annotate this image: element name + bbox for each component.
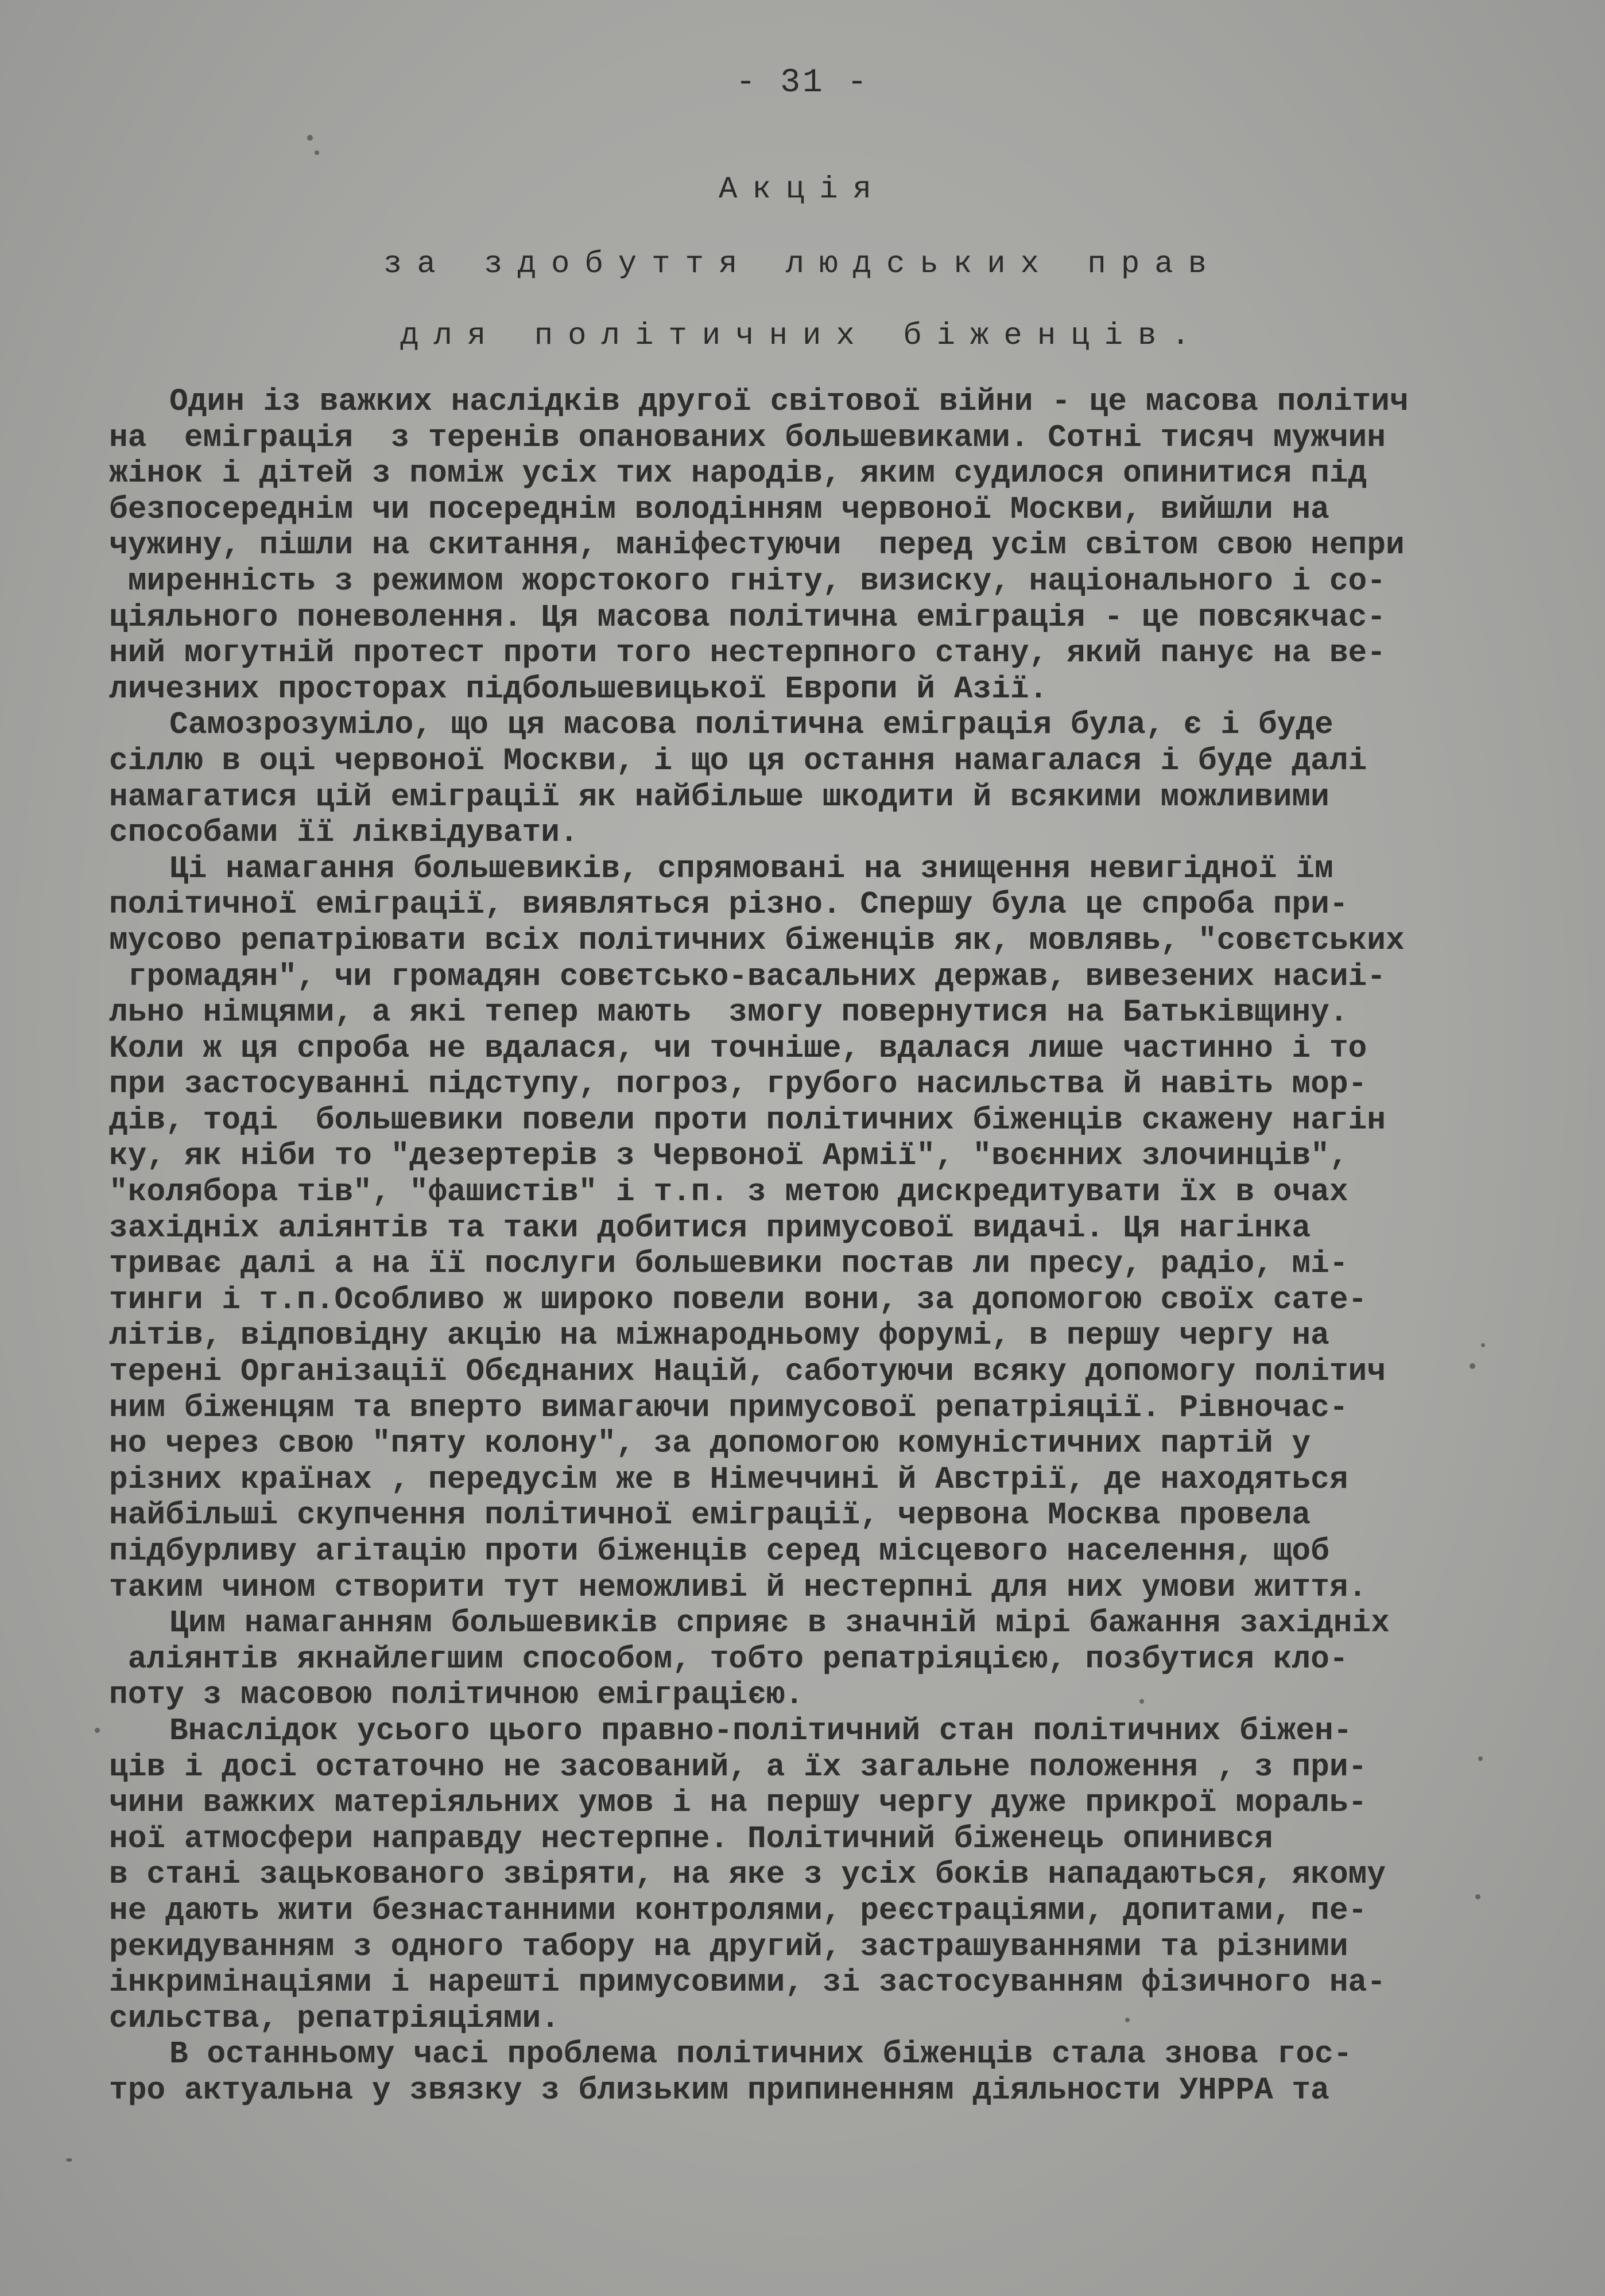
text-line: триває далі а на її послуги большевики постав ли пресу, радіо, мі-	[109, 1247, 1348, 1282]
text-line: намагатися цій еміграції як найбільше шкодити й всякими можливими	[109, 779, 1329, 815]
text-line: сіллю в оці червоної Москви, і що ця остання намагалася і буде далі	[109, 743, 1367, 779]
text-line: підбурливу агітацію проти біженців серед місцевого населення, щоб	[109, 1534, 1329, 1569]
text-line: політичної еміграції, виявляться різно. Спершу була це спроба при-	[109, 887, 1348, 923]
text-line: аліянтів якнайлегшим способом, тобто репатріяцією, позбутися кло-	[109, 1642, 1348, 1677]
paper-speck	[1125, 2018, 1130, 2022]
page-number: - 31 -	[735, 64, 870, 102]
text-line: чини важких матеріяльних умов і на першу чергу дуже прикрої мораль-	[109, 1786, 1367, 1821]
text-line: В останньому часі проблема політичних біженців стала знова гос-	[169, 2037, 1352, 2073]
text-line: на еміграція з теренів опанованих большевиками. Сотні тисяч мужчин	[109, 420, 1386, 456]
text-line: ної атмосфери направду нестерпне. Політичний біженець опинився	[109, 1821, 1273, 1857]
text-line: миренність з режимом жорстокого гніту, визиску, національного і со-	[109, 564, 1386, 599]
paper-speck	[66, 2158, 72, 2162]
paper-speck	[1481, 1343, 1485, 1347]
paper-speck	[307, 135, 313, 141]
text-line: льно німцями, а які тепер мають змогу повернутися на Батьківщину.	[109, 995, 1348, 1031]
paper-speck	[315, 150, 319, 155]
text-line: мусово репатріювати всіх політичних біженців як, мовлявь, "совєтських	[109, 923, 1405, 959]
text-line: громадян", чи громадян совєтсько-васальних держав, вивезених насиі-	[109, 959, 1386, 995]
paper-speck	[1478, 1756, 1483, 1761]
text-line: найбільші скупчення політичної еміграції, червона Москва провела	[109, 1498, 1311, 1534]
text-line: ців і досі остаточно не засований, а їх загальне положення , з при-	[109, 1750, 1367, 1785]
paper-speck	[1139, 1699, 1144, 1704]
text-line: терені Організації Обєднаних Націй, саботуючи всяку допомогу політич	[109, 1355, 1386, 1390]
text-line: Ці намагання большевиків, спрямовані на знищення невигідної їм	[169, 851, 1333, 887]
text-line: тинги і т.п.Особливо ж широко повели вони, за допомогою своїх сате-	[109, 1282, 1367, 1318]
text-line: ку, як ніби то "дезертерів з Червоної Армії", "воєнних злочинців",	[109, 1139, 1348, 1174]
text-line: способами її ліквідувати.	[109, 816, 579, 851]
text-line: ний могутній протест проти того нестерпного стану, який панує на ве-	[109, 636, 1386, 672]
text-line: інкримінаціями і нарешті примусовими, зі застосуванням фізичного на-	[109, 1965, 1386, 2001]
text-line: в стані зацькованого звіряти, на яке з усіх боків нападаються, якому	[109, 1857, 1386, 1893]
text-line: Один із важких наслідків другої світової війни - це масова політич	[169, 385, 1409, 420]
paper-speck	[95, 1728, 100, 1733]
title-line-1: Акція	[718, 172, 887, 207]
text-line: безпосереднім чи посереднім володінням червоної Москви, вийшли на	[109, 492, 1329, 528]
text-line: тро актуальна у звязку з близьким припиненням діяльности УНРРА та	[109, 2073, 1329, 2108]
text-line: чужину, пішли на скитання, маніфестуючи перед усім світом свою непри	[109, 528, 1405, 564]
text-line: сильства, репатріяціями.	[109, 2001, 560, 2037]
text-line: таким чином створити тут неможливі й нестерпні для них умови життя.	[109, 1570, 1367, 1605]
title-line-3: для політичних біженців.	[400, 319, 1205, 354]
text-line: личезних просторах підбольшевицької Европи й Азії.	[109, 672, 1048, 707]
text-line: Самозрозуміло, що ця масова політична еміграція була, є і буде	[169, 708, 1333, 743]
text-line: поту з масовою політичною еміграцією.	[109, 1678, 804, 1713]
paper-speck	[1475, 1894, 1480, 1899]
text-line: жінок і дітей з поміж усіх тих народів, яким судилося опинитися під	[109, 456, 1367, 492]
text-line: не дають жити безнастанними контролями, реєстраціями, допитами, пе-	[109, 1893, 1367, 1929]
text-line: "колябора тів", "фашистів" і т.п. з метою дискредитувати їх в очах	[109, 1175, 1348, 1211]
text-line: ціяльного поневолення. Ця масова політична еміграція - це повсякчас-	[109, 600, 1386, 635]
text-line: західніх аліянтів та таки добитися примусової видачі. Ця нагінка	[109, 1211, 1311, 1246]
text-line: Коли ж ця спроба не вдалася, чи точніше, вдалася лише частинно і то	[109, 1031, 1367, 1066]
body-text	[109, 385, 1544, 2109]
text-line: Внаслідок усього цього правно-політичний стан політичних біжен-	[169, 1713, 1352, 1749]
text-line: рекидуванням з одного табору на другий, застрашуваннями та різними	[109, 1929, 1348, 1965]
text-line: різних країнах , передусім же в Німеччині й Австрії, де находяться	[109, 1462, 1348, 1498]
title-line-2: за здобуття людських прав	[383, 247, 1222, 282]
text-line: літів, відповідну акцію на міжнародньому форумі, в першу чергу на	[109, 1318, 1329, 1354]
text-line: Цим намаганням большевиків сприяє в значній мірі бажання західніх	[169, 1606, 1390, 1642]
text-line: ним біженцям та вперто вимагаючи примусової репатріяції. Рівночас-	[109, 1390, 1348, 1426]
paper-speck	[1470, 1363, 1475, 1369]
text-line: дів, тоді большевики повели проти політичних біженців скажену нагін	[109, 1103, 1386, 1138]
text-line: при застосуванні підступу, погроз, грубого насильства й навіть мор-	[109, 1067, 1367, 1103]
text-line: но через свою "пяту колону", за допомогою комуністичних партій у	[109, 1426, 1311, 1462]
